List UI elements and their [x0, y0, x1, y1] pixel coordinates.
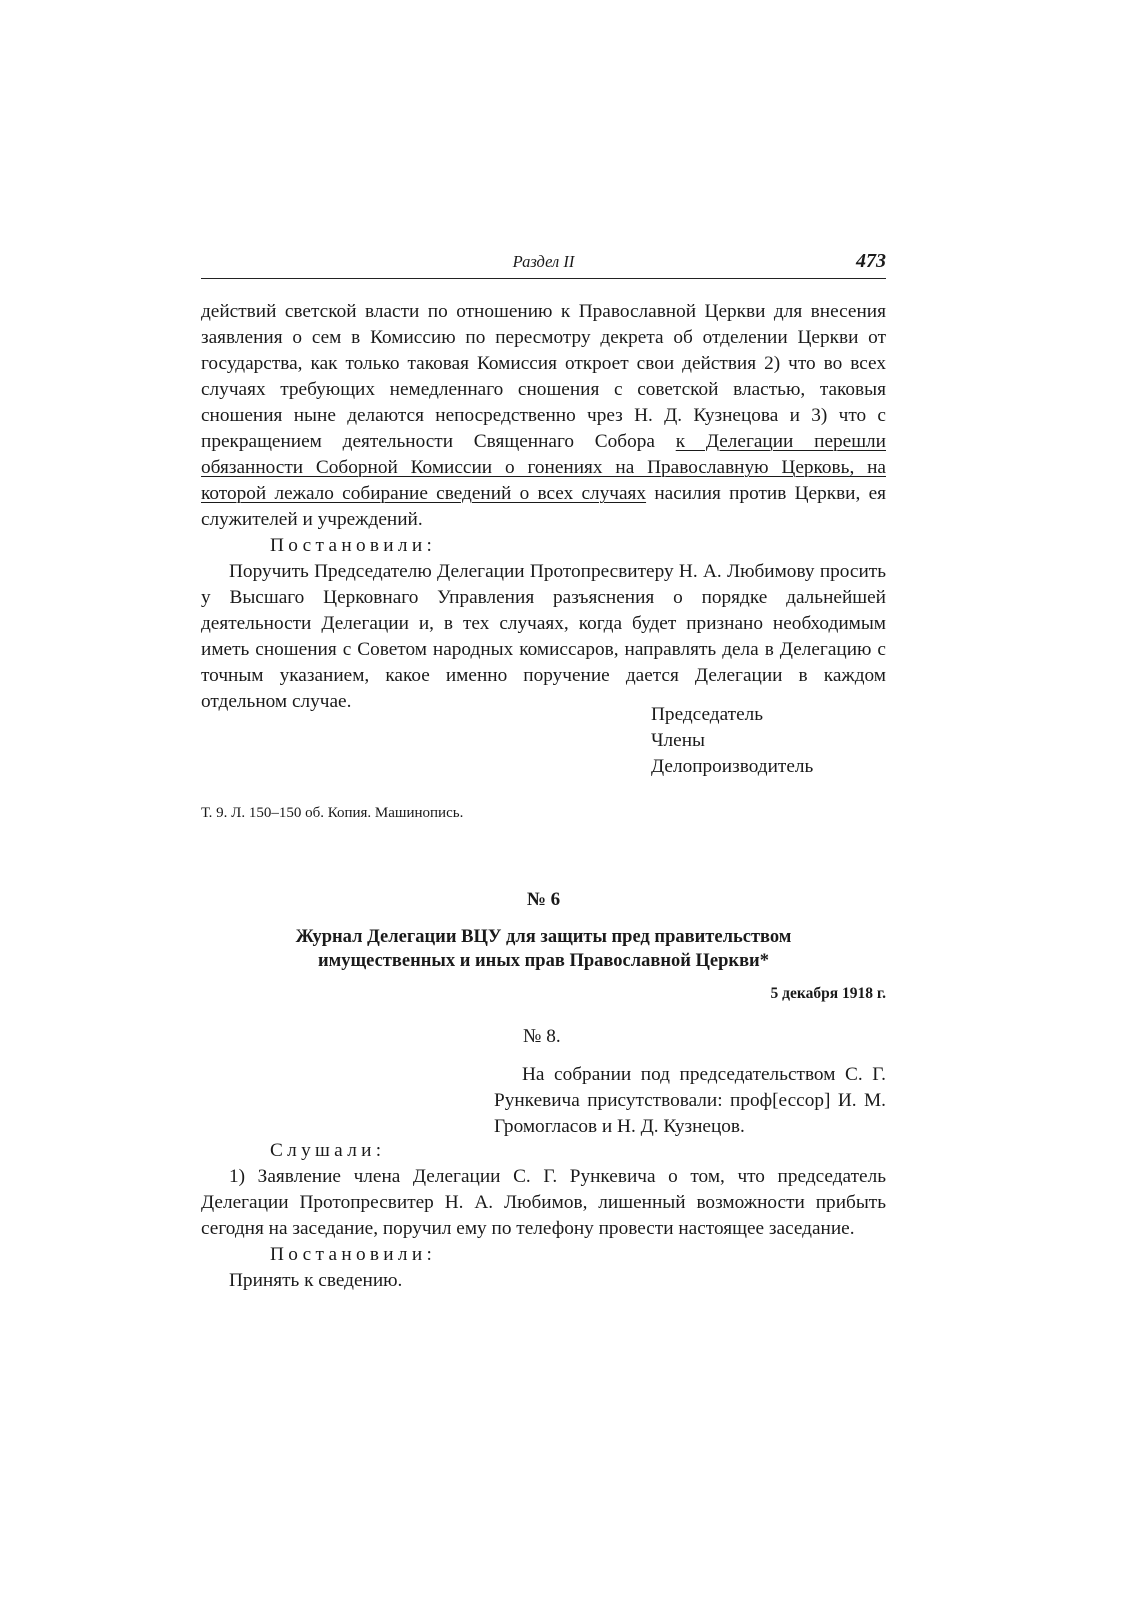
signature-clerk: Делопроизводитель [651, 756, 814, 777]
signature-block [651, 702, 813, 780]
signature-chairman: Председатель [651, 704, 764, 725]
resolution-paragraph: Поручить Председателю Делегации Протопресвитеру Н. А. Любимову просить у Высшаго Церковнаго Управления разъяснения о порядке дальнейшей деятельности Делегации и, в тех случаях, когда будет признано необходимым иметь сношения с Советом народных комиссаров, направлять дела в Делегацию с точным указанием, какое именно поручение дается Делегации в каждом отдельном случае. [201, 561, 886, 712]
resolved-heading: Постановили: [270, 1244, 437, 1265]
heard-paragraph: 1) Заявление члена Делегации С. Г. Рункевича о том, что председатель Делегации Протопресвитер Н. А. Любимов, лишенный возможности прибыть сегодня на заседание, поручил ему по телефону провести настоящее заседание. [201, 1166, 886, 1239]
signature-members: Члены [651, 730, 705, 751]
page-number: 473 [856, 250, 886, 272]
attendance-block [494, 1062, 886, 1140]
paragraph-text-end: насилия против Церкви, ея служителей и учреждений. [201, 483, 886, 530]
section-title: Раздел II [512, 252, 575, 271]
continued-journal-text [201, 299, 886, 715]
archival-source-note: Т. 9. Л. 150–150 об. Копия. Машинопись. [201, 805, 464, 821]
journal-body [201, 1138, 886, 1294]
document-title-line: имущественных и иных прав Православной Церкви* [318, 951, 769, 971]
heard-heading: Слушали: [270, 1140, 386, 1161]
resolved-heading: Постановили: [270, 535, 437, 556]
journal-number: № 8. [523, 1026, 561, 1047]
paragraph-text: действий светской власти по отношению к Православной Церкви для внесения заявления о сем в Комиссию по пересмотру декрета об отделении Церкви от государства, как только таковая Комиссия откроет свои действия 2) что во всех случаях требующих немедленнаго сношения с советской властью, таковыя сношения ныне делаются непосредственно чрез Н. Д. Кузнецова и 3) что с прекращением деятельности Священнаго Собора [201, 301, 886, 452]
running-head [201, 250, 886, 279]
document-title-line: Журнал Делегации ВЦУ для защиты пред правительством [295, 927, 792, 947]
underlined-passage: к Делегации перешли обязанности Соборной Комиссии о гонениях на Православную Церковь, на которой лежало собирание сведений о всех случаях [201, 431, 886, 504]
document-title [201, 925, 886, 973]
resolution-paragraph: Принять к сведению. [229, 1270, 403, 1291]
document-date: 5 декабря 1918 г. [770, 985, 886, 1002]
attendance-text: На собрании под председательством С. Г. Рункевича присутствовали: проф[ессор] И. М. Громогласов и Н. Д. Кузнецов. [494, 1064, 886, 1137]
document-number: № 6 [526, 889, 561, 910]
continued-paragraph [201, 299, 886, 533]
